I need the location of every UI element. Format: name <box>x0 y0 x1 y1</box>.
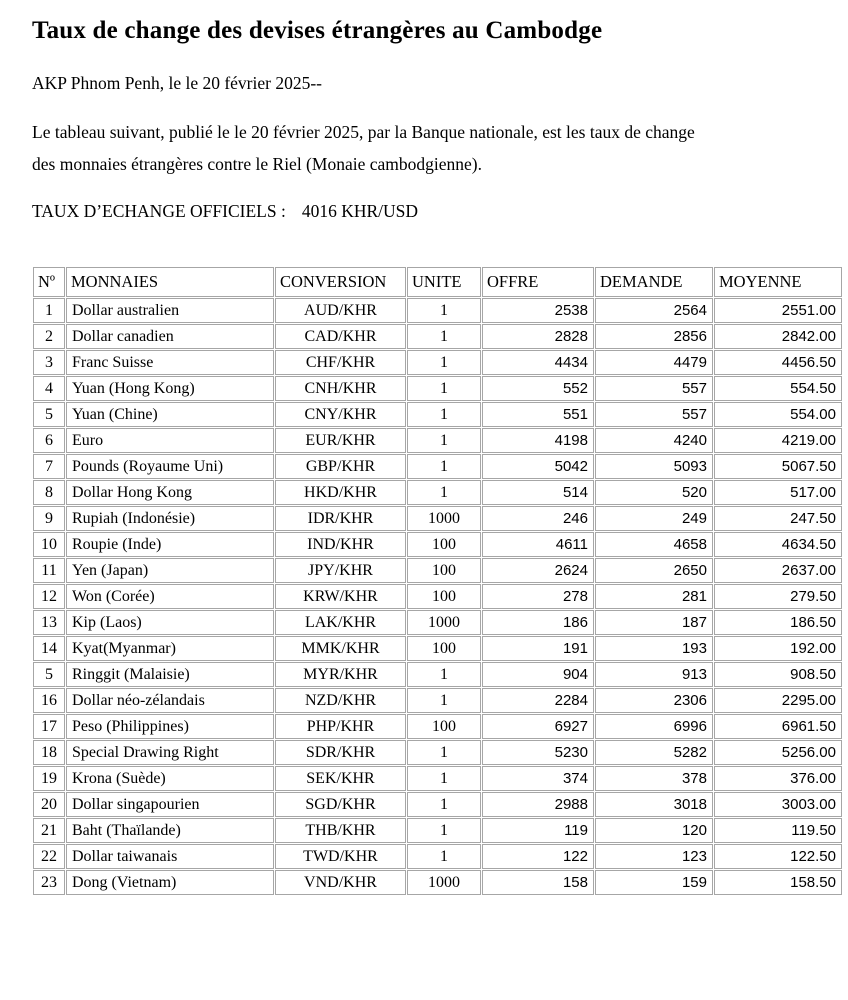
header-demande: DEMANDE <box>595 267 713 297</box>
currency-name: Dollar Hong Kong <box>66 480 274 505</box>
demand-rate: 557 <box>595 402 713 427</box>
average-rate: 3003.00 <box>714 792 842 817</box>
demand-rate: 281 <box>595 584 713 609</box>
average-rate: 517.00 <box>714 480 842 505</box>
conversion-pair: VND/KHR <box>275 870 406 895</box>
average-rate: 247.50 <box>714 506 842 531</box>
table-row <box>33 480 842 505</box>
row-number: 3 <box>33 350 65 375</box>
demand-rate: 159 <box>595 870 713 895</box>
table-row <box>33 766 842 791</box>
table-row <box>33 532 842 557</box>
demand-rate: 193 <box>595 636 713 661</box>
average-rate: 4634.50 <box>714 532 842 557</box>
conversion-pair: MYR/KHR <box>275 662 406 687</box>
conversion-pair: NZD/KHR <box>275 688 406 713</box>
header-no: Nº <box>33 267 65 297</box>
average-rate: 2295.00 <box>714 688 842 713</box>
demand-rate: 520 <box>595 480 713 505</box>
row-number: 22 <box>33 844 65 869</box>
offer-rate: 4611 <box>482 532 594 557</box>
table-row <box>33 402 842 427</box>
currency-name: Yen (Japan) <box>66 558 274 583</box>
offer-rate: 2624 <box>482 558 594 583</box>
row-number: 9 <box>33 506 65 531</box>
table-row <box>33 792 842 817</box>
conversion-pair: KRW/KHR <box>275 584 406 609</box>
row-number: 16 <box>33 688 65 713</box>
average-rate: 2637.00 <box>714 558 842 583</box>
unit-value: 100 <box>407 636 481 661</box>
offer-rate: 2284 <box>482 688 594 713</box>
page-title: Taux de change des devises étrangères au Cambodge <box>32 17 603 44</box>
unit-value: 100 <box>407 714 481 739</box>
unit-value: 1 <box>407 480 481 505</box>
unit-value: 100 <box>407 584 481 609</box>
average-rate: 5067.50 <box>714 454 842 479</box>
unit-value: 100 <box>407 558 481 583</box>
average-rate: 908.50 <box>714 662 842 687</box>
average-rate: 6961.50 <box>714 714 842 739</box>
average-rate: 122.50 <box>714 844 842 869</box>
row-number: 23 <box>33 870 65 895</box>
conversion-pair: AUD/KHR <box>275 298 406 323</box>
row-number: 20 <box>33 792 65 817</box>
demand-rate: 5093 <box>595 454 713 479</box>
currency-name: Dollar néo-zélandais <box>66 688 274 713</box>
offer-rate: 5230 <box>482 740 594 765</box>
offer-rate: 158 <box>482 870 594 895</box>
average-rate: 119.50 <box>714 818 842 843</box>
average-rate: 4219.00 <box>714 428 842 453</box>
header-monnaies: MONNAIES <box>66 267 274 297</box>
currency-name: Euro <box>66 428 274 453</box>
official-rate-line <box>32 200 848 222</box>
unit-value: 100 <box>407 532 481 557</box>
unit-value: 1000 <box>407 610 481 635</box>
table-row <box>33 506 842 531</box>
header-unite: UNITE <box>407 267 481 297</box>
offer-rate: 186 <box>482 610 594 635</box>
currency-name: Yuan (Hong Kong) <box>66 376 274 401</box>
row-number: 5 <box>33 402 65 427</box>
table-row <box>33 454 842 479</box>
currency-name: Dollar australien <box>66 298 274 323</box>
offer-rate: 2828 <box>482 324 594 349</box>
average-rate: 186.50 <box>714 610 842 635</box>
offer-rate: 246 <box>482 506 594 531</box>
intro-line-2: des monnaies étrangères contre le Riel (Monaie cambodgienne). <box>32 154 482 174</box>
offer-rate: 4198 <box>482 428 594 453</box>
conversion-pair: IDR/KHR <box>275 506 406 531</box>
demand-rate: 6996 <box>595 714 713 739</box>
unit-value: 1 <box>407 688 481 713</box>
conversion-pair: MMK/KHR <box>275 636 406 661</box>
currency-name: Roupie (Inde) <box>66 532 274 557</box>
conversion-pair: THB/KHR <box>275 818 406 843</box>
demand-rate: 120 <box>595 818 713 843</box>
currency-name: Won (Corée) <box>66 584 274 609</box>
table-row <box>33 818 842 843</box>
average-rate: 279.50 <box>714 584 842 609</box>
currency-name: Special Drawing Right <box>66 740 274 765</box>
conversion-pair: SEK/KHR <box>275 766 406 791</box>
offer-rate: 551 <box>482 402 594 427</box>
currency-name: Pounds (Royaume Uni) <box>66 454 274 479</box>
offer-rate: 374 <box>482 766 594 791</box>
table-row <box>33 870 842 895</box>
offer-rate: 278 <box>482 584 594 609</box>
unit-value: 1 <box>407 402 481 427</box>
unit-value: 1 <box>407 376 481 401</box>
conversion-pair: TWD/KHR <box>275 844 406 869</box>
table-row <box>33 558 842 583</box>
conversion-pair: EUR/KHR <box>275 428 406 453</box>
row-number: 10 <box>33 532 65 557</box>
conversion-pair: JPY/KHR <box>275 558 406 583</box>
currency-name: Rupiah (Indonésie) <box>66 506 274 531</box>
table-row <box>33 740 842 765</box>
row-number: 13 <box>33 610 65 635</box>
table-row <box>33 298 842 323</box>
conversion-pair: LAK/KHR <box>275 610 406 635</box>
unit-value: 1000 <box>407 506 481 531</box>
official-rate-value: 4016 KHR/USD <box>301 201 419 221</box>
table-row <box>33 350 842 375</box>
row-number: 8 <box>33 480 65 505</box>
currency-name: Peso (Philippines) <box>66 714 274 739</box>
table-row <box>33 636 842 661</box>
currency-name: Ringgit (Malaisie) <box>66 662 274 687</box>
currency-name: Yuan (Chine) <box>66 402 274 427</box>
offer-rate: 6927 <box>482 714 594 739</box>
row-number: 2 <box>33 324 65 349</box>
demand-rate: 249 <box>595 506 713 531</box>
conversion-pair: HKD/KHR <box>275 480 406 505</box>
table-row <box>33 584 842 609</box>
currency-name: Krona (Suède) <box>66 766 274 791</box>
table-row <box>33 662 842 687</box>
demand-rate: 4658 <box>595 532 713 557</box>
demand-rate: 3018 <box>595 792 713 817</box>
offer-rate: 552 <box>482 376 594 401</box>
average-rate: 376.00 <box>714 766 842 791</box>
conversion-pair: CNY/KHR <box>275 402 406 427</box>
conversion-pair: SGD/KHR <box>275 792 406 817</box>
average-rate: 554.00 <box>714 402 842 427</box>
conversion-pair: CAD/KHR <box>275 324 406 349</box>
unit-value: 1 <box>407 740 481 765</box>
rates-table-body <box>33 298 842 895</box>
offer-rate: 5042 <box>482 454 594 479</box>
unit-value: 1 <box>407 662 481 687</box>
header-conversion: CONVERSION <box>275 267 406 297</box>
demand-rate: 2564 <box>595 298 713 323</box>
row-number: 12 <box>33 584 65 609</box>
byline: AKP Phnom Penh, le le 20 février 2025-- <box>32 73 322 93</box>
average-rate: 4456.50 <box>714 350 842 375</box>
currency-name: Franc Suisse <box>66 350 274 375</box>
table-row <box>33 714 842 739</box>
demand-rate: 4479 <box>595 350 713 375</box>
unit-value: 1 <box>407 298 481 323</box>
intro-line-1: Le tableau suivant, publié le le 20 février 2025, par la Banque nationale, est les taux de change <box>32 122 695 142</box>
row-number: 14 <box>33 636 65 661</box>
conversion-pair: CNH/KHR <box>275 376 406 401</box>
conversion-pair: CHF/KHR <box>275 350 406 375</box>
conversion-pair: SDR/KHR <box>275 740 406 765</box>
offer-rate: 2988 <box>482 792 594 817</box>
row-number: 18 <box>33 740 65 765</box>
average-rate: 554.50 <box>714 376 842 401</box>
offer-rate: 191 <box>482 636 594 661</box>
demand-rate: 4240 <box>595 428 713 453</box>
unit-value: 1000 <box>407 870 481 895</box>
table-row <box>33 688 842 713</box>
row-number: 21 <box>33 818 65 843</box>
currency-name: Dong (Vietnam) <box>66 870 274 895</box>
table-row <box>33 844 842 869</box>
demand-rate: 123 <box>595 844 713 869</box>
offer-rate: 119 <box>482 818 594 843</box>
row-number: 5 <box>33 662 65 687</box>
currency-name: Dollar singapourien <box>66 792 274 817</box>
table-row <box>33 376 842 401</box>
demand-rate: 913 <box>595 662 713 687</box>
intro-paragraph <box>32 116 848 180</box>
table-row <box>33 428 842 453</box>
exchange-rates-table <box>32 266 843 896</box>
offer-rate: 2538 <box>482 298 594 323</box>
unit-value: 1 <box>407 350 481 375</box>
row-number: 7 <box>33 454 65 479</box>
row-number: 19 <box>33 766 65 791</box>
average-rate: 5256.00 <box>714 740 842 765</box>
average-rate: 192.00 <box>714 636 842 661</box>
average-rate: 2551.00 <box>714 298 842 323</box>
unit-value: 1 <box>407 454 481 479</box>
table-row <box>33 610 842 635</box>
currency-name: Dollar canadien <box>66 324 274 349</box>
official-rate-label: TAUX D’ECHANGE OFFICIELS : <box>32 201 286 221</box>
demand-rate: 5282 <box>595 740 713 765</box>
row-number: 6 <box>33 428 65 453</box>
average-rate: 158.50 <box>714 870 842 895</box>
offer-rate: 514 <box>482 480 594 505</box>
conversion-pair: IND/KHR <box>275 532 406 557</box>
unit-value: 1 <box>407 844 481 869</box>
conversion-pair: GBP/KHR <box>275 454 406 479</box>
offer-rate: 122 <box>482 844 594 869</box>
demand-rate: 187 <box>595 610 713 635</box>
currency-name: Kyat(Myanmar) <box>66 636 274 661</box>
demand-rate: 557 <box>595 376 713 401</box>
row-number: 11 <box>33 558 65 583</box>
row-number: 1 <box>33 298 65 323</box>
offer-rate: 904 <box>482 662 594 687</box>
offer-rate: 4434 <box>482 350 594 375</box>
demand-rate: 378 <box>595 766 713 791</box>
unit-value: 1 <box>407 792 481 817</box>
demand-rate: 2650 <box>595 558 713 583</box>
unit-value: 1 <box>407 766 481 791</box>
currency-name: Kip (Laos) <box>66 610 274 635</box>
table-row <box>33 324 842 349</box>
conversion-pair: PHP/KHR <box>275 714 406 739</box>
header-offre: OFFRE <box>482 267 594 297</box>
average-rate: 2842.00 <box>714 324 842 349</box>
demand-rate: 2856 <box>595 324 713 349</box>
currency-name: Dollar taiwanais <box>66 844 274 869</box>
currency-name: Baht (Thaïlande) <box>66 818 274 843</box>
unit-value: 1 <box>407 428 481 453</box>
row-number: 17 <box>33 714 65 739</box>
table-header-row <box>33 267 842 297</box>
header-moyenne: MOYENNE <box>714 267 842 297</box>
unit-value: 1 <box>407 324 481 349</box>
row-number: 4 <box>33 376 65 401</box>
demand-rate: 2306 <box>595 688 713 713</box>
unit-value: 1 <box>407 818 481 843</box>
